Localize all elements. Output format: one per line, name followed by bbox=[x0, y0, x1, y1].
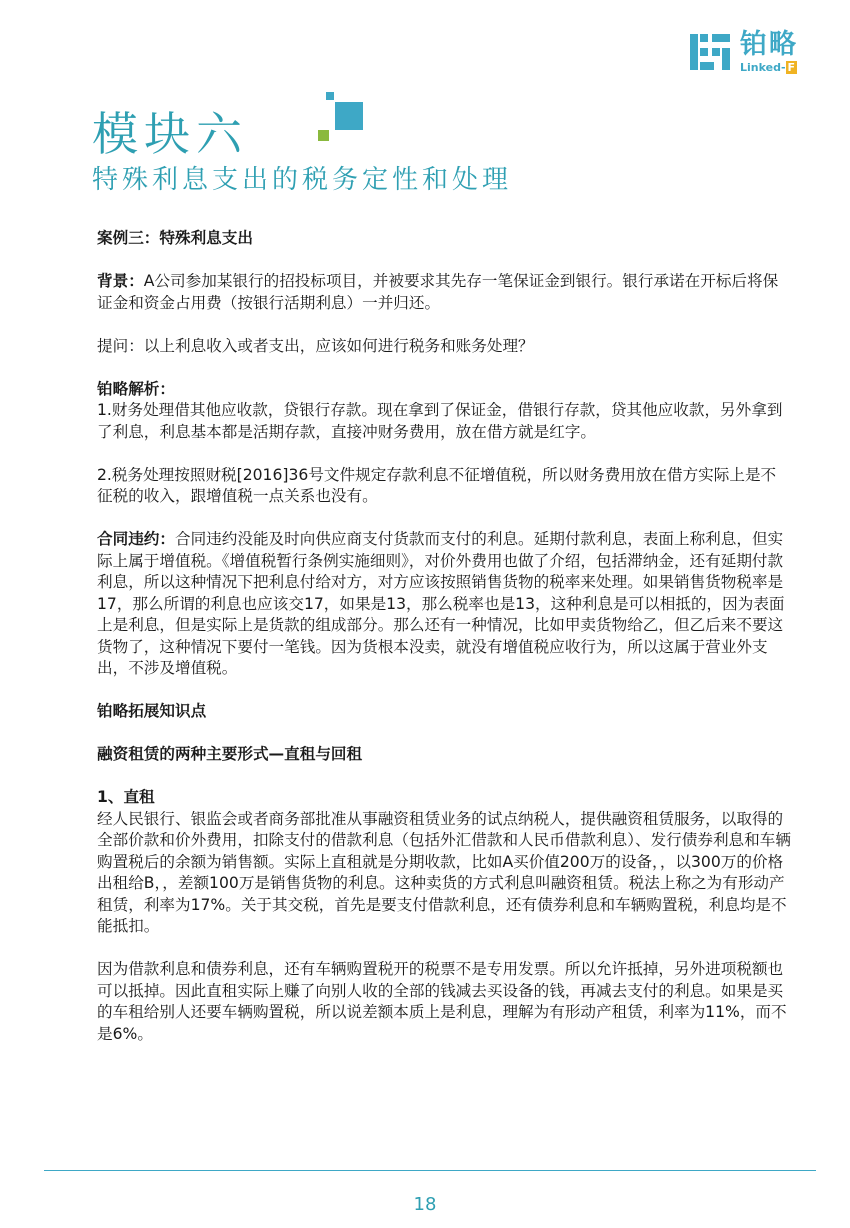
direct-lease-title: 1、直租 bbox=[97, 788, 155, 806]
module-subtitle: 特殊利息支出的税务定性和处理 bbox=[92, 165, 513, 195]
module-title: 模块六 bbox=[92, 107, 248, 161]
decorative-square-green bbox=[318, 130, 329, 141]
logo-subtitle-accent: F bbox=[787, 61, 796, 74]
logo-mark-icon bbox=[690, 32, 730, 72]
background-text: A公司参加某银行的招投标项目，并被要求其先存一笔保证金到银行。银行承诺在开标后将保证金和资金占用费（按银行活期利息）一并归还。 bbox=[97, 272, 779, 312]
extension-title: 铂略拓展知识点 bbox=[97, 702, 207, 720]
case-title: 案例三：特殊利息支出 bbox=[97, 229, 253, 247]
contract-label: 合同违约： bbox=[97, 530, 175, 548]
analysis-paragraph-1: 1.财务处理借其他应收款，贷银行存款。现在拿到了保证金，借银行存款，贷其他应收款，另外拿到了利息，利息基本都是活期存款，直接冲财务费用，放在借方就是红字。 bbox=[97, 401, 783, 441]
logo-name: 铂略 bbox=[740, 29, 798, 60]
decorative-square-small bbox=[326, 92, 334, 100]
contract-text: 合同违约没能及时向供应商支付货款而支付的利息。延期付款利息，表面上称利息，但实际上属于增值税。《增值税暂行条例实施细则》，对价外费用也做了介绍，包括滞纳金，还有延期付款利息，所以这种情况下把利息付给对方，对方应该按照销售货物的税率来处理。如果销售货物税率是17，那么所谓的利息也应该交17，如果是13，那么税率也是13，这种利息是可以相抵的，因为表面上是利息，但是实际上是货款的组成部分。那么还有一种情况，比如甲卖货物给乙，但乙后来不要这货物了，这种情况下要付一笔钱。因为货根本没卖，就没有增值税应收行为，所以这属于营业外支出，不涉及增值税。 bbox=[97, 530, 785, 677]
leasing-title: 融资租赁的两种主要形式—直租与回租 bbox=[97, 745, 363, 763]
background-label: 背景： bbox=[97, 272, 144, 290]
direct-lease-paragraph-1: 经人民银行、银监会或者商务部批准从事融资租赁业务的试点纳税人，提供融资租赁服务，以取得的全部价款和价外费用，扣除支付的借款利息（包括外汇借款和人民币借款利息）、发行债券利息和车辆购置税后的余额为销售额。实际上直租就是分期收款，比如A买价值200万的设备，，以300万的价格出租给B，，差额100万是销售货物的利息。这种卖货的方式利息叫融资租赁。税法上称之为有形动产租赁，利率为17%。关于其交税，首先是要支付借款利息，还有债券利息和车辆购置税，利息均是不能抵扣。 bbox=[97, 809, 791, 935]
company-logo bbox=[690, 28, 820, 78]
contract-paragraph bbox=[97, 529, 791, 680]
footer-divider bbox=[44, 1170, 816, 1171]
decorative-square-large bbox=[335, 102, 363, 130]
direct-lease-paragraph-2: 因为借款利息和债券利息，还有车辆购置税开的税票不是专用发票。所以允许抵掉，另外进项税额也可以抵掉。因此直租实际上赚了向别人收的全部的钱减去买设备的钱，再减去支付的利息。如果是买的车租给别人还要车辆购置税，所以说差额本质上是利息，理解为有形动产租赁，利率为11%，而不是6%。 bbox=[97, 960, 787, 1043]
analysis-paragraph-2: 2.税务处理按照财税[2016]36号文件规定存款利息不征增值税，所以财务费用放在借方实际上是不征税的收入，跟增值税一点关系也没有。 bbox=[97, 465, 777, 505]
page-number: 18 bbox=[413, 1194, 437, 1215]
logo-subtitle: Linked- F bbox=[740, 61, 796, 74]
question-paragraph: 提问：以上利息收入或者支出，应该如何进行税务和账务处理？ bbox=[97, 336, 534, 355]
analysis-title: 铂略解析： bbox=[97, 379, 175, 398]
document-body bbox=[97, 228, 791, 1045]
background-paragraph bbox=[97, 271, 791, 314]
